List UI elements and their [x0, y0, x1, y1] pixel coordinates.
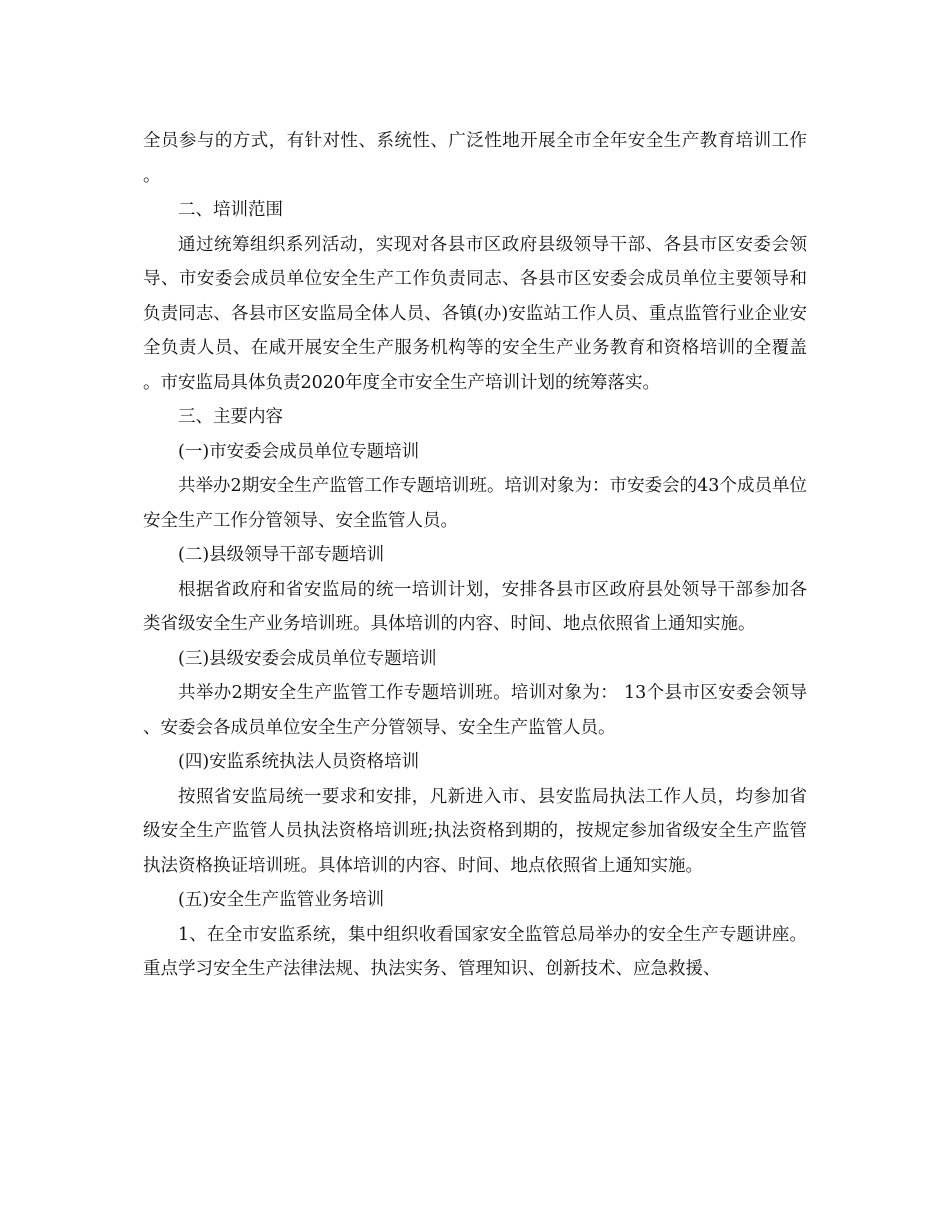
section-heading-training-scope: 二、培训范围 [178, 200, 283, 220]
paragraph-2: 根据省政府和省安监局的统一培训计划，安排各县市区政府县处领导干部参加各类省级安全生产业务培训班。具体培训的内容、时间、地点依照省上通知实施。 [143, 579, 807, 634]
subheading-3: (三)县级安委会成员单位专题培训 [178, 648, 437, 669]
subheading-5: (五)安全生产监管业务培训 [178, 890, 385, 910]
paragraph-3: 共举办2期安全生产监管工作专题培训班。培训对象为： 13个县市区安委会领导、安委会各成员单位安全生产分管领导、安全生产监管人员。 [143, 683, 807, 738]
paragraph-5: 1、在全市安监系统，集中组织收看国家安全监管总局举办的安全生产专题讲座。重点学习安全生产法律法规、执法实务、管理知识、创新技术、应急救援、 [143, 924, 807, 979]
subheading-4: (四)安监系统执法人员资格培训 [178, 752, 420, 772]
paragraph-training-scope: 通过统筹组织系列活动，实现对各县市区政府县级领导干部、各县市区安委会领导、市安委会成员单位安全生产工作负责同志、各县市区安委会成员单位主要领导和负责同志、各县市区安监局全体人员、各镇(办)安监站工作人员、重点监管行业企业安全负责人员、在咸开展安全生产服务机构等的安全生产业务教育和资格培训的全覆盖。市安监局具体负责2020年度全市安全生产培训计划的统筹落实。 [143, 234, 807, 393]
paragraph-4: 按照省安监局统一要求和安排，凡新进入市、县安监局执法工作人员，均参加省级安全生产监管人员执法资格培训班;执法资格到期的，按规定参加省级安全生产监管执法资格换证培训班。具体培训的内容、时间、地点依照省上通知实施。 [143, 786, 807, 876]
subheading-1: (一)市安委会成员单位专题培训 [178, 441, 420, 462]
paragraph-1: 共举办2期安全生产监管工作专题培训班。培训对象为：市安委会的43个成员单位安全生产工作分管领导、安全监管人员。 [143, 476, 807, 531]
subheading-2: (二)县级领导干部专题培训 [178, 545, 385, 565]
section-heading-main-content: 三、主要内容 [178, 407, 283, 427]
document-body [143, 124, 807, 987]
paragraph-continuation: 全员参与的方式，有针对性、系统性、广泛性地开展全市全年安全生产教育培训工作。 [143, 131, 807, 186]
